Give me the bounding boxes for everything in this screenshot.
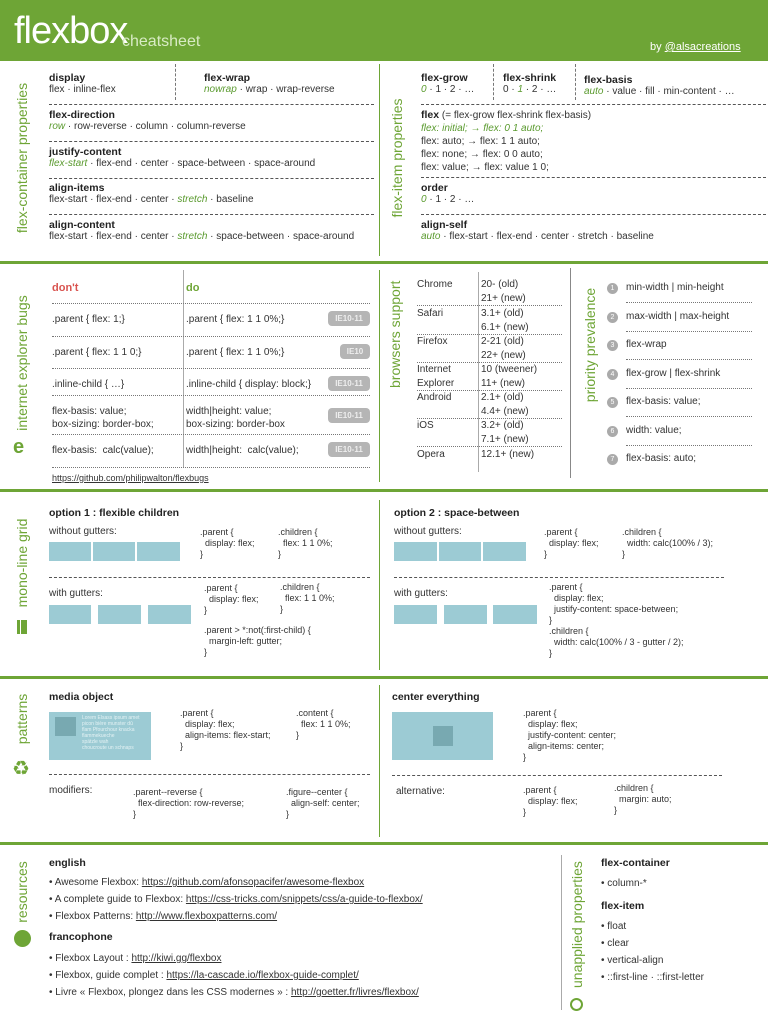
browser-version: 3.1+ (old) 6.1+ (new) — [481, 308, 529, 333]
unapplied-item: • column-* — [601, 878, 647, 889]
prop-order — [421, 182, 474, 205]
code-block: .parent { display: flex; justify-content: center; align-items: center; } — [523, 708, 617, 762]
unapplied-item-label: column-* — [607, 878, 647, 889]
divider — [49, 178, 374, 179]
divider — [392, 775, 722, 776]
prop-name: order — [421, 182, 448, 194]
ie-badge: IE10-11 — [328, 376, 370, 391]
section-label-ie: internet explorer bugs — [14, 295, 30, 431]
flex-line: flex: value; → flex: value 1 0; — [421, 162, 549, 173]
prop-values — [584, 86, 735, 97]
divider — [421, 104, 766, 105]
prop-desc: (= flex-grow flex-shrink flex-basis) — [441, 110, 592, 121]
media-lorem: Lorem Elsass ipsum amet picon bière munster dû flam Pfourchour knacka flammekueche spätzle wah choucroute un schnaps — [82, 715, 140, 751]
browser-version: 20- (old) 21+ (new) — [481, 279, 526, 304]
divider — [561, 855, 562, 1010]
priority-item: flex-basis: auto; — [626, 453, 697, 464]
prop-name: justify-content — [49, 146, 122, 158]
ie-do-1: .parent { flex: 1 1 0%;} — [186, 347, 285, 358]
resource-link[interactable]: http://www.flexboxpatterns.com/ — [135, 911, 278, 922]
section-label-item: flex-item properties — [389, 98, 405, 218]
code-block: .parent { display: flex; } — [544, 527, 599, 559]
option1-title: option 1 : flexible children — [49, 507, 180, 519]
code-block: .children { width: calc(100% / 3); } — [622, 527, 714, 559]
ie-badge: IE10 — [340, 344, 370, 359]
divider — [379, 270, 380, 482]
code-block: .parent--reverse { flex-direction: row-reverse; } — [133, 787, 245, 819]
prop-display — [49, 72, 116, 95]
other-values: · 2 · … — [523, 84, 557, 95]
prop-values — [421, 194, 474, 205]
divider — [626, 331, 752, 332]
divider — [379, 500, 380, 670]
author-link[interactable]: @alsacreations — [664, 41, 741, 53]
prop-values — [49, 194, 254, 205]
other-values: flex-start · flex-end · center · — [49, 231, 178, 242]
prop-values — [421, 84, 474, 95]
center-everything-title: center everything — [392, 691, 480, 703]
by-label: by — [650, 41, 662, 53]
code-block: .parent { display: flex; } — [200, 527, 255, 559]
divider — [626, 445, 752, 446]
default-value: row — [49, 121, 66, 132]
prop-name: align-items — [49, 182, 105, 194]
prop-name: flex — [421, 109, 440, 121]
priority-number-icon: 5 — [607, 397, 618, 408]
priority-number-icon: 2 — [607, 312, 618, 323]
resource-label: A complete guide to Flexbox: — [54, 894, 186, 905]
priority-item: flex-wrap — [626, 339, 667, 350]
divider — [175, 64, 176, 100]
ie-do-3: width|height: value; box-sizing: border-box — [186, 406, 285, 430]
other-values: · wrap · wrap-reverse — [236, 84, 335, 95]
media-figure — [55, 717, 76, 736]
browser-name: Firefox — [417, 336, 448, 347]
priority-item: max-width | max-height — [626, 310, 730, 322]
section-label-container: flex-container properties — [14, 82, 30, 234]
priority-number-icon: 4 — [607, 369, 618, 380]
prop-name: flex-basis — [584, 74, 633, 86]
other-values: · row-reverse · column · column-reverse — [65, 121, 246, 132]
other-values: · 1 · 2 · … — [426, 84, 475, 95]
unapplied-item-title: flex-item — [601, 900, 645, 912]
ie-dont-header: don't — [52, 282, 79, 294]
demo-box — [444, 605, 487, 624]
prop-values: flex · inline-flex — [49, 84, 116, 95]
priority-number-icon: 6 — [607, 426, 618, 437]
ie-do-4: width|height: calc(value); — [186, 445, 299, 456]
with-gutters-label: with gutters: — [394, 588, 448, 599]
demo-box — [483, 542, 526, 561]
default-value: auto — [584, 86, 604, 97]
ie-do-2: .inline-child { display: block;} — [186, 379, 312, 390]
divider — [394, 577, 724, 578]
divider — [52, 467, 370, 468]
prop-name: display — [49, 72, 86, 84]
divider — [49, 104, 374, 105]
ie-do-header: do — [186, 282, 200, 294]
prop-values — [421, 231, 654, 242]
browser-version: 2-21 (old) 22+ (new) — [481, 336, 526, 361]
section-label-browsers: browsers support — [387, 280, 403, 388]
divider — [575, 64, 576, 100]
browser-name: iOS — [417, 420, 434, 431]
prop-name: flex-shrink — [503, 72, 557, 84]
default-value: stretch — [177, 231, 208, 242]
other-values: · baseline — [207, 194, 254, 205]
divider — [626, 388, 752, 389]
resource-label: Livre « Flexbox, plongez dans les CSS modernes » : — [55, 987, 291, 998]
ie-logo-icon: e — [13, 436, 25, 458]
code-block: .figure--center { align-self: center; } — [286, 787, 360, 819]
ie-badge: IE10-11 — [328, 408, 370, 423]
prop-values — [49, 231, 354, 242]
resource-label: Flexbox Layout : — [55, 953, 132, 964]
divider — [379, 64, 380, 256]
default-value: stretch — [177, 194, 208, 205]
section-label-unapplied: unapplied properties — [569, 861, 585, 988]
divider — [626, 359, 752, 360]
demo-box — [394, 605, 437, 624]
resource-label: Awesome Flexbox: — [54, 877, 142, 888]
unapplied-item-label: vertical-align — [607, 955, 664, 966]
code-block: .parent { display: flex; justify-content: space-between; } .children { width: calc(100% / 3 - gutter / 2); } — [549, 582, 684, 658]
demo-box — [148, 605, 191, 624]
code-block: .parent { display: flex; align-items: flex-start; } — [180, 708, 271, 751]
forbidden-icon — [570, 998, 583, 1011]
demo-box — [137, 542, 180, 561]
demo-box — [93, 542, 135, 561]
browser-name: Opera — [417, 449, 445, 460]
prop-flex — [421, 109, 591, 174]
priority-item: min-width | min-height — [626, 282, 724, 293]
section-divider — [0, 489, 768, 492]
prop-values — [204, 84, 335, 95]
browser-name: Chrome — [417, 279, 453, 290]
unapplied-container-title: flex-container — [601, 857, 670, 869]
ie-dont-0: .parent { flex: 1;} — [52, 314, 125, 325]
divider — [49, 214, 374, 215]
divider — [52, 336, 370, 337]
resource-item: • Livre « Flexbox, plongez dans les CSS modernes » : http://goetter.fr/livres/flexbox/ — [49, 987, 419, 998]
divider — [493, 64, 494, 100]
browser-name: Safari — [417, 308, 444, 319]
code-block: .parent { display: flex; } — [204, 583, 259, 615]
flex-line: flex: auto; → flex: 1 1 auto; — [421, 136, 540, 147]
with-gutters-label: with gutters: — [49, 588, 103, 599]
browser-name: Android — [417, 392, 452, 403]
divider — [52, 303, 370, 304]
resource-item: • Flexbox, guide complet : https://la-cascade.io/flexbox-guide-complet/ — [49, 970, 359, 981]
flex-line: flex: none; → flex: 0 0 auto; — [421, 149, 543, 160]
demo-box — [98, 605, 141, 624]
demo-box — [49, 542, 91, 561]
author-credit — [650, 41, 741, 53]
prop-name: flex-direction — [49, 109, 115, 121]
section-divider — [0, 842, 768, 845]
prop-flex-basis — [584, 74, 735, 97]
divider — [52, 368, 370, 369]
page-title: flexbox — [14, 10, 128, 52]
default-value: 0 — [421, 84, 427, 95]
center-child — [433, 726, 453, 746]
resource-link[interactable]: https://la-cascade.io/flexbox-guide-complet/ — [166, 970, 359, 981]
ie-dont-2: .inline-child { …} — [52, 379, 125, 390]
section-label-patterns: patterns — [14, 693, 30, 745]
unapplied-item: • ::first-line · ::first-letter — [601, 972, 704, 983]
resource-link[interactable]: https://github.com/afonsopacifer/awesome-flexbox — [141, 877, 365, 888]
without-gutters-label: without gutters: — [49, 526, 117, 537]
demo-box — [493, 605, 537, 624]
unapplied-item: • clear — [601, 938, 629, 949]
other-values: · value · fill · min-content · … — [603, 86, 735, 97]
default-value: auto — [421, 231, 441, 242]
code-block: .parent > *:not(:first-child) { margin-left: gutter; } — [204, 625, 311, 657]
ie-badge: IE10-11 — [328, 442, 370, 457]
priority-number-icon: 1 — [607, 283, 618, 294]
unapplied-item: • float — [601, 921, 627, 932]
prop-flex-shrink — [503, 72, 556, 95]
priority-item: flex-grow | flex-shrink — [626, 367, 721, 379]
modifiers-label: modifiers: — [49, 785, 93, 796]
ie-dont-3: flex-basis: value; box-sizing: border-box; — [52, 406, 154, 430]
divider — [626, 302, 752, 303]
priority-number-icon: 7 — [607, 454, 618, 465]
other-values: · flex-end · center · space-between · space-around — [87, 158, 316, 169]
divider — [421, 214, 766, 215]
resource-item: • A complete guide to Flexbox: https://css-tricks.com/snippets/css/a-guide-to-flexbox/ — [49, 894, 423, 905]
divider — [626, 416, 752, 417]
flex-initial: flex: initial; → flex: 0 1 auto; — [421, 123, 544, 134]
section-label-resources: resources — [14, 861, 30, 923]
code-block: .children { margin: auto; } — [614, 783, 672, 815]
divider — [52, 395, 370, 396]
flexbugs-link[interactable]: https://github.com/philipwalton/flexbugs — [52, 473, 209, 483]
browser-version: 12.1+ (new) — [481, 449, 535, 460]
divider — [49, 774, 370, 775]
section-label-grid: mono-line grid — [14, 518, 30, 608]
prop-values — [503, 84, 556, 95]
code-block: .children { flex: 1 1 0%; } — [280, 582, 335, 614]
prop-name: flex-wrap — [204, 72, 251, 84]
resource-link[interactable]: https://css-tricks.com/snippets/css/a-guide-to-flexbox/ — [185, 894, 423, 905]
priority-number-icon: 3 — [607, 340, 618, 351]
prop-name: align-content — [49, 219, 115, 231]
ie-dont-4: flex-basis: calc(value); — [52, 445, 154, 456]
code-block: .children { flex: 1 1 0%; } — [278, 527, 333, 559]
other-values: · flex-start · flex-end · center · stretch · baseline — [440, 231, 654, 242]
unapplied-item-label: ::first-line · ::first-letter — [607, 972, 704, 983]
page-subtitle: cheatsheet — [122, 33, 201, 50]
divider — [183, 270, 184, 468]
without-gutters-label: without gutters: — [394, 526, 462, 537]
media-object-title: media object — [49, 691, 114, 703]
code-block: .parent { display: flex; } — [523, 785, 578, 817]
prop-name: align-self — [421, 219, 468, 231]
priority-item: width: value; — [626, 424, 682, 436]
demo-box — [49, 605, 91, 624]
unapplied-item: • vertical-align — [601, 955, 664, 966]
prop-flex-grow — [421, 72, 474, 95]
english-title: english — [49, 857, 86, 869]
prop-align-content — [49, 219, 354, 242]
francophone-title: francophone — [49, 931, 113, 943]
other-values: flex-start · flex-end · center · — [49, 194, 178, 205]
divider — [478, 272, 479, 472]
divider — [417, 446, 562, 447]
browser-name: Internet Explorer — [417, 364, 455, 389]
resource-item: • Flexbox Layout : http://kiwi.gg/flexbox — [49, 953, 222, 964]
divider — [49, 577, 370, 578]
ie-dont-1: .parent { flex: 1 1 0;} — [52, 347, 142, 358]
other-values: · space-between · space-around — [207, 231, 355, 242]
section-divider — [0, 261, 768, 264]
unapplied-item-label: float — [607, 921, 627, 932]
prop-align-self — [421, 219, 654, 242]
prop-values — [49, 158, 315, 169]
divider — [52, 434, 370, 435]
prop-justify-content — [49, 146, 315, 169]
demo-box — [439, 542, 481, 561]
divider — [49, 141, 374, 142]
browser-version: 10 (tweener) 11+ (new) — [481, 364, 538, 389]
resource-item: • Flexbox Patterns: http://www.flexboxpatterns.com/ — [49, 911, 278, 922]
default-value: flex-start — [49, 158, 88, 169]
other-values: 0 · — [503, 84, 518, 95]
ie-do-0: .parent { flex: 1 1 0%;} — [186, 314, 285, 325]
unapplied-item-label: clear — [607, 938, 629, 949]
divider — [417, 305, 562, 306]
grid-icon — [17, 620, 27, 634]
default-value: 1 — [517, 84, 524, 95]
bird-icon — [14, 930, 31, 947]
prop-values — [49, 121, 246, 132]
alternative-label: alternative: — [396, 786, 445, 797]
prop-flex-direction — [49, 109, 246, 132]
ie-badge: IE10-11 — [328, 311, 370, 326]
divider — [570, 268, 571, 478]
browser-version: 3.2+ (old) 7.1+ (new) — [481, 420, 529, 445]
default-value: 0 — [421, 194, 427, 205]
prop-flex-wrap — [204, 72, 335, 95]
prop-align-items — [49, 182, 254, 205]
divider — [421, 177, 766, 178]
default-value: nowrap — [204, 84, 237, 95]
demo-box — [394, 542, 437, 561]
recycle-icon: ♻ — [12, 758, 30, 780]
resource-link[interactable]: http://goetter.fr/livres/flexbox/ — [290, 987, 419, 998]
section-label-priority: priority prevalence — [582, 287, 598, 403]
other-values: · 1 · 2 · … — [426, 194, 475, 205]
resource-item: • Awesome Flexbox: https://github.com/afonsopacifer/awesome-flexbox — [49, 877, 365, 888]
browser-version: 2.1+ (old) 4.4+ (new) — [481, 392, 529, 417]
prop-name: flex-grow — [421, 72, 468, 84]
resource-label: Flexbox Patterns: — [55, 911, 136, 922]
code-block: .content { flex: 1 1 0%; } — [296, 708, 351, 740]
divider — [379, 685, 380, 837]
option2-title: option 2 : space-between — [394, 507, 520, 519]
section-divider — [0, 676, 768, 679]
resource-label: Flexbox, guide complet : — [55, 970, 167, 981]
resource-link[interactable]: http://kiwi.gg/flexbox — [131, 953, 222, 964]
priority-item: flex-basis: value; — [626, 396, 701, 407]
